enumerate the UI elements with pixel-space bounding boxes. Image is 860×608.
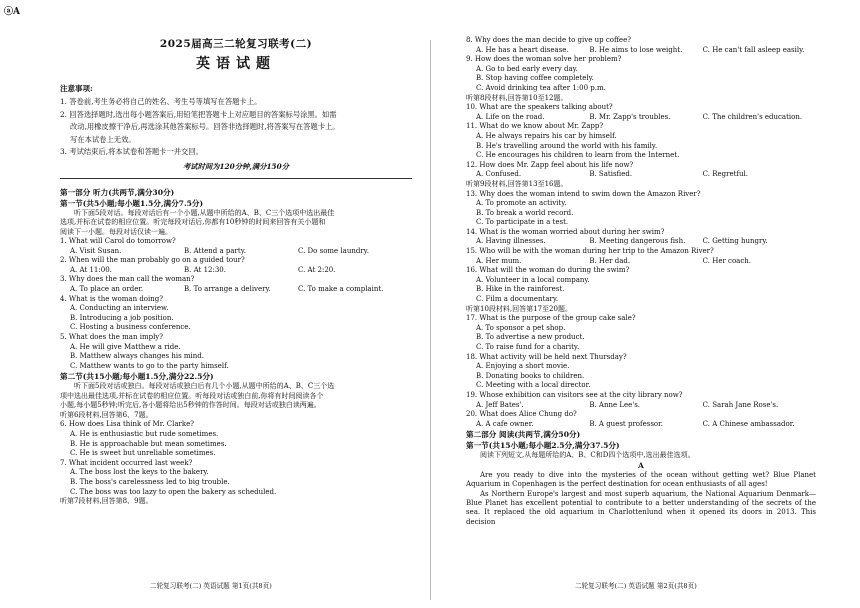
question-text: 3. Why does the man call the woman? (60, 275, 195, 284)
section-rule (60, 178, 412, 179)
part1-sec1-title: 第一节(共5小题;每小题1.5分,满分7.5分) (60, 198, 204, 208)
question-text: 16. What will the woman do during the swim? (466, 266, 630, 275)
question-text: 4. What is the woman doing? (60, 294, 163, 303)
page-2 (430, 0, 860, 608)
option: A. Her mum. (476, 256, 522, 265)
option: B. He aims to lose weight. (589, 45, 683, 54)
option: B. Mr. Zapp's troubles. (589, 112, 671, 121)
option: C. Matthew wants to go to the party himself. (70, 361, 229, 370)
option: A. To sponsor a pet shop. (476, 323, 566, 332)
option: A. He always repairs his car by himself. (476, 131, 617, 140)
option: C. At 2:20. (298, 265, 336, 274)
question-text: 1. What will Carol do tomorrow? (60, 237, 176, 245)
option: B. Introducing a job position. (70, 313, 174, 322)
option: B. Her dad. (589, 256, 631, 265)
question-text: 5. What does the man imply? (60, 332, 164, 341)
question (466, 266, 816, 304)
question (60, 295, 412, 333)
question-text: 19. Whose exhibition can visitors see at the city library now? (466, 390, 683, 399)
part2-title: 第二部分 阅读(共两节,满分50分) (466, 430, 581, 440)
option: B. Attend a party. (184, 246, 246, 255)
option: B. To advertise a new product. (476, 333, 585, 342)
question (466, 103, 816, 122)
question-text: 9. How does the woman solve her problem? (466, 55, 622, 64)
option: B. To arrange a delivery. (184, 284, 271, 293)
passage-label: A (638, 460, 644, 470)
option: A. Life on the road. (476, 112, 545, 121)
passage-paragraph: Are you ready to dive into the mysteries of the ocean without getting wet? Blue Planet Aquarium in Copenhagen is the perfect destination for ocean enthusiasts of all ages! (466, 470, 816, 489)
option: B. Satisfied. (589, 170, 633, 179)
option: A. He will give Matthew a ride. (70, 342, 181, 351)
notes-heading: 注意事项: (60, 84, 93, 93)
option: A. Volunteer in a local company. (476, 275, 590, 284)
question-text: 15. Who will be with the woman during her trip to the Amazon River? (466, 247, 714, 256)
option: A. The boss lost the keys to the bakery. (70, 468, 209, 477)
option: C. The children's education. (702, 112, 803, 121)
option: A. Enjoying a short movie. (476, 362, 570, 371)
question (60, 459, 412, 497)
option: C. Hosting a business conference. (70, 323, 191, 332)
question-text: 6. How does Lisa think of Mr. Clarke? (60, 420, 194, 429)
option: A. Confused. (476, 170, 522, 179)
question (466, 353, 816, 391)
note-line: 改动,用橡皮擦干净后,再选涂其他答案标号。回答非选择题时,将答案写在答题卡上。 (70, 122, 340, 131)
option: A. To promote an activity. (476, 199, 567, 208)
option: A. Conducting an interview. (70, 304, 169, 313)
option: B. Meeting dangerous fish. (589, 237, 686, 246)
option: C. Do some laundry. (298, 246, 369, 255)
subject-title: 英语试题 (196, 56, 276, 72)
question-text: 8. Why does the man decide to give up coffee? (466, 36, 631, 44)
instruction-line: 阅读下一小题。每段对话仅读一遍。 (60, 227, 172, 236)
option: B. Matthew always changes his mind. (70, 352, 204, 361)
material-label: 听第9段材料,回答第13至16题。 (466, 179, 568, 188)
question (60, 420, 412, 458)
question (466, 36, 816, 55)
material-label: 听第7段材料,回答第8、9题。 (60, 497, 153, 506)
question (466, 391, 816, 410)
question-text: 11. What do we know about Mr. Zapp? (466, 122, 604, 131)
passage-paragraph: As Northern Europe's largest and most superb aquarium, the National Aquarium Denmark—Blue Planet has excellent potential to contribute to a better understanding of the secrets of the sea. It replaced the old aquarium in Charlottenlund when it opened its doors in 2013. This decision (466, 489, 816, 526)
note-line: 2. 回答选择题时,选出每小题答案后,用铅笔把答题卡上对应题目的答案标号涂黑。如需 (60, 109, 337, 119)
question (466, 190, 816, 228)
option: B. A guest professor. (589, 419, 663, 428)
question (60, 237, 412, 256)
question-text: 2. When will the man probably go on a guided tour? (60, 256, 245, 265)
option: A. To place an order. (70, 284, 144, 293)
option: C. To make a complaint. (298, 284, 384, 293)
question (60, 256, 412, 275)
option: A. At 11:00. (70, 265, 112, 274)
option: C. To raise fund for a charity. (476, 343, 580, 351)
option: C. Meeting with a local director. (476, 381, 591, 390)
option: B. Hike in the rainforest. (476, 285, 565, 294)
option: B. Anne Lee's. (589, 400, 641, 409)
question-text: 17. What is the purpose of the group cake sale? (466, 314, 636, 323)
instruction-line: 选项,并标在试卷的相应位置。听完每段对话后,你都有10秒钟的时间来回答有关小题和 (60, 218, 326, 226)
exam-title: 2025届高三二轮复习联考(二) (159, 38, 313, 50)
option: A. Visit Susan. (70, 246, 122, 255)
option: C. Avoid drinking tea after 1:00 p.m. (476, 83, 606, 92)
question (466, 122, 816, 160)
option: C. To participate in a test. (476, 218, 569, 227)
question (466, 228, 816, 247)
option: A. Having illnesses. (476, 237, 546, 246)
instruction-line: 阅读下列短文,从每题所给的A、B、C和D四个选项中,选出最佳选项。 (480, 451, 695, 460)
instruction-line: 听下面5段对话。每段对话后有一个小题,从题中所给的A、B、C三个选项中选出最佳 (74, 208, 335, 217)
exam-time: 考试时间为120分钟,满分150分 (183, 161, 289, 171)
option: C. Getting hungry. (702, 237, 768, 246)
option: B. Stop having coffee completely. (476, 74, 594, 83)
question (466, 55, 816, 93)
option: B. The boss's carelessness led to big trouble. (70, 477, 230, 486)
option: A. Jeff Bates'. (476, 400, 524, 409)
question (466, 161, 816, 180)
material-label: 听第10段材料,回答第17至20题。 (466, 304, 572, 313)
page-footer: 二轮复习联考(二) 英语试题 第2页(共8页) (575, 582, 697, 590)
publisher-logo: ⓐA (4, 7, 20, 17)
note-line: 1. 答卷前,考生务必将自己的姓名、考生号等填写在答题卡上。 (60, 97, 262, 106)
option: C. He encourages his children to learn from the Internet. (476, 151, 680, 160)
part1-title: 第一部分 听力(共两节,满分30分) (60, 187, 175, 197)
option: C. Her coach. (702, 256, 751, 265)
question (60, 275, 412, 294)
question-text: 20. What does Alice Chung do? (466, 410, 577, 419)
part1-sec2-title: 第二节(共15小题;每小题1.5分,满分22.5分) (60, 372, 214, 382)
option: B. At 12:30. (184, 265, 226, 274)
question-text: 18. What activity will be held next Thursday? (466, 352, 627, 361)
option: C. Sarah Jane Rose's. (702, 400, 779, 409)
page-footer: 二轮复习联考(二) 英语试题 第1页(共8页) (150, 582, 272, 590)
instruction-line: 听下面5段对话或独白。每段对话或独白后有几个小题,从题中所给的A、B、C三个选 (74, 382, 335, 391)
option: C. A Chinese ambassador. (702, 419, 795, 428)
question (466, 247, 816, 266)
question-text: 14. What is the woman worried about during her swim? (466, 227, 665, 236)
option: B. To break a world record. (476, 208, 574, 217)
option: A. Go to bed early every day. (476, 64, 578, 73)
material-label: 听第6段材料,回答第6、7题。 (60, 410, 153, 419)
question (466, 314, 816, 352)
question-text: 12. How does Mr. Zapp feel about his life now? (466, 160, 634, 169)
question (60, 333, 412, 371)
option: C. He can't fall asleep easily. (702, 45, 805, 54)
note-line: 3. 考试结束后,将本试卷和答题卡一并交回。 (60, 147, 203, 156)
instruction-line: 小题,每小题5秒钟;听完后,各小题将给出5秒钟的作答时间。每段对话或独白读两遍。 (60, 401, 321, 410)
material-label: 听第8段材料,回答第10至12题。 (466, 93, 568, 102)
option: B. He's travelling around the world with his family. (476, 141, 658, 150)
option: B. He is approachable but mean sometimes. (70, 439, 227, 448)
option: A. He is enthusiastic but rude sometimes. (70, 430, 219, 438)
option: C. Film a documentary. (476, 295, 559, 304)
option: B. Donating books to children. (476, 371, 585, 380)
note-line: 写在本试卷上无效。 (70, 134, 136, 144)
option: C. The boss was too lazy to open the bakery as scheduled. (70, 487, 277, 496)
option: A. He has a heart disease. (476, 45, 569, 54)
option: C. He is sweet but unreliable sometimes. (70, 449, 216, 458)
question-text: 13. Why does the woman intend to swim down the Amazon River? (466, 189, 701, 198)
question (466, 410, 816, 429)
part2-sec1-title: 第一节(共15小题;每小题2.5分,满分37.5分) (466, 441, 620, 451)
question-text: 7. What incident occurred last week? (60, 458, 193, 467)
option: C. Regretful. (702, 170, 748, 179)
question-text: 10. What are the speakers talking about? (466, 103, 613, 112)
instruction-line: 项中选出最佳选项,并标在试卷的相应位置。听每段对话或独白前,你将有时间阅读各个 (60, 391, 324, 400)
option: A. A cafe owner. (476, 419, 534, 428)
